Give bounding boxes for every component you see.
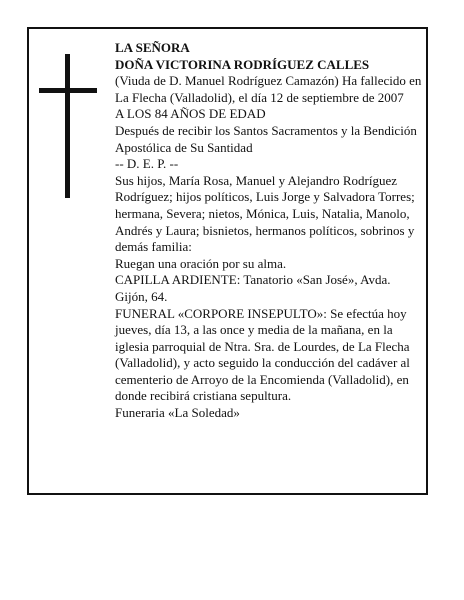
funeral-home: Funeraria «La Soledad» xyxy=(115,405,240,421)
death-details: (Viuda de D. Manuel Rodríguez Camazón) Ha fallecido en La Flecha (Valladolid), el día 12 de septiembre de 2007 xyxy=(115,73,422,105)
cross-vertical-bar xyxy=(65,54,70,198)
funeral-info: FUNERAL «CORPORE INSEPULTO»: Se efectúa hoy jueves, día 13, a las once y media de la mañana, en la iglesia parroquial de Ntra. Sra. de Lourdes, de La Flecha (Valladolid), y acto seguido la conducción del cadáver al cementerio de Arroyo de la Encomienda (Valladolid), en donde recibirá cristiana sepultura. xyxy=(115,305,410,404)
prayer-line: Ruegan una oración por su alma. xyxy=(115,255,287,271)
family-list: Sus hijos, María Rosa, Manuel y Alejandro Rodríguez Rodríguez; hijos políticos, Luis Jorge y Salvadora Torres; hermana, Severa; nietos, Mónica, Luis, Natalia, Manolo, Andrés y Laura; bisnietos, hermanos políticos, sobrinos y demás familia: xyxy=(115,172,415,255)
deceased-name: DOÑA VICTORINA RODRÍGUEZ CALLES xyxy=(115,56,370,72)
obituary-frame xyxy=(27,27,428,495)
notice-heading: LA SEÑORA xyxy=(115,40,190,55)
obituary-text xyxy=(115,40,425,422)
cross-horizontal-bar xyxy=(39,88,97,93)
cross-icon xyxy=(39,54,99,198)
age-line: A LOS 84 AÑOS DE EDAD xyxy=(115,106,266,122)
sacraments-line: Después de recibir los Santos Sacramentos y la Bendición Apostólica de Su Santidad xyxy=(115,122,417,155)
chapel-info: CAPILLA ARDIENTE: Tanatorio «San José», Avda. Gijón, 64. xyxy=(115,272,391,304)
rip-line: -- D. E. P. -- xyxy=(115,156,179,172)
